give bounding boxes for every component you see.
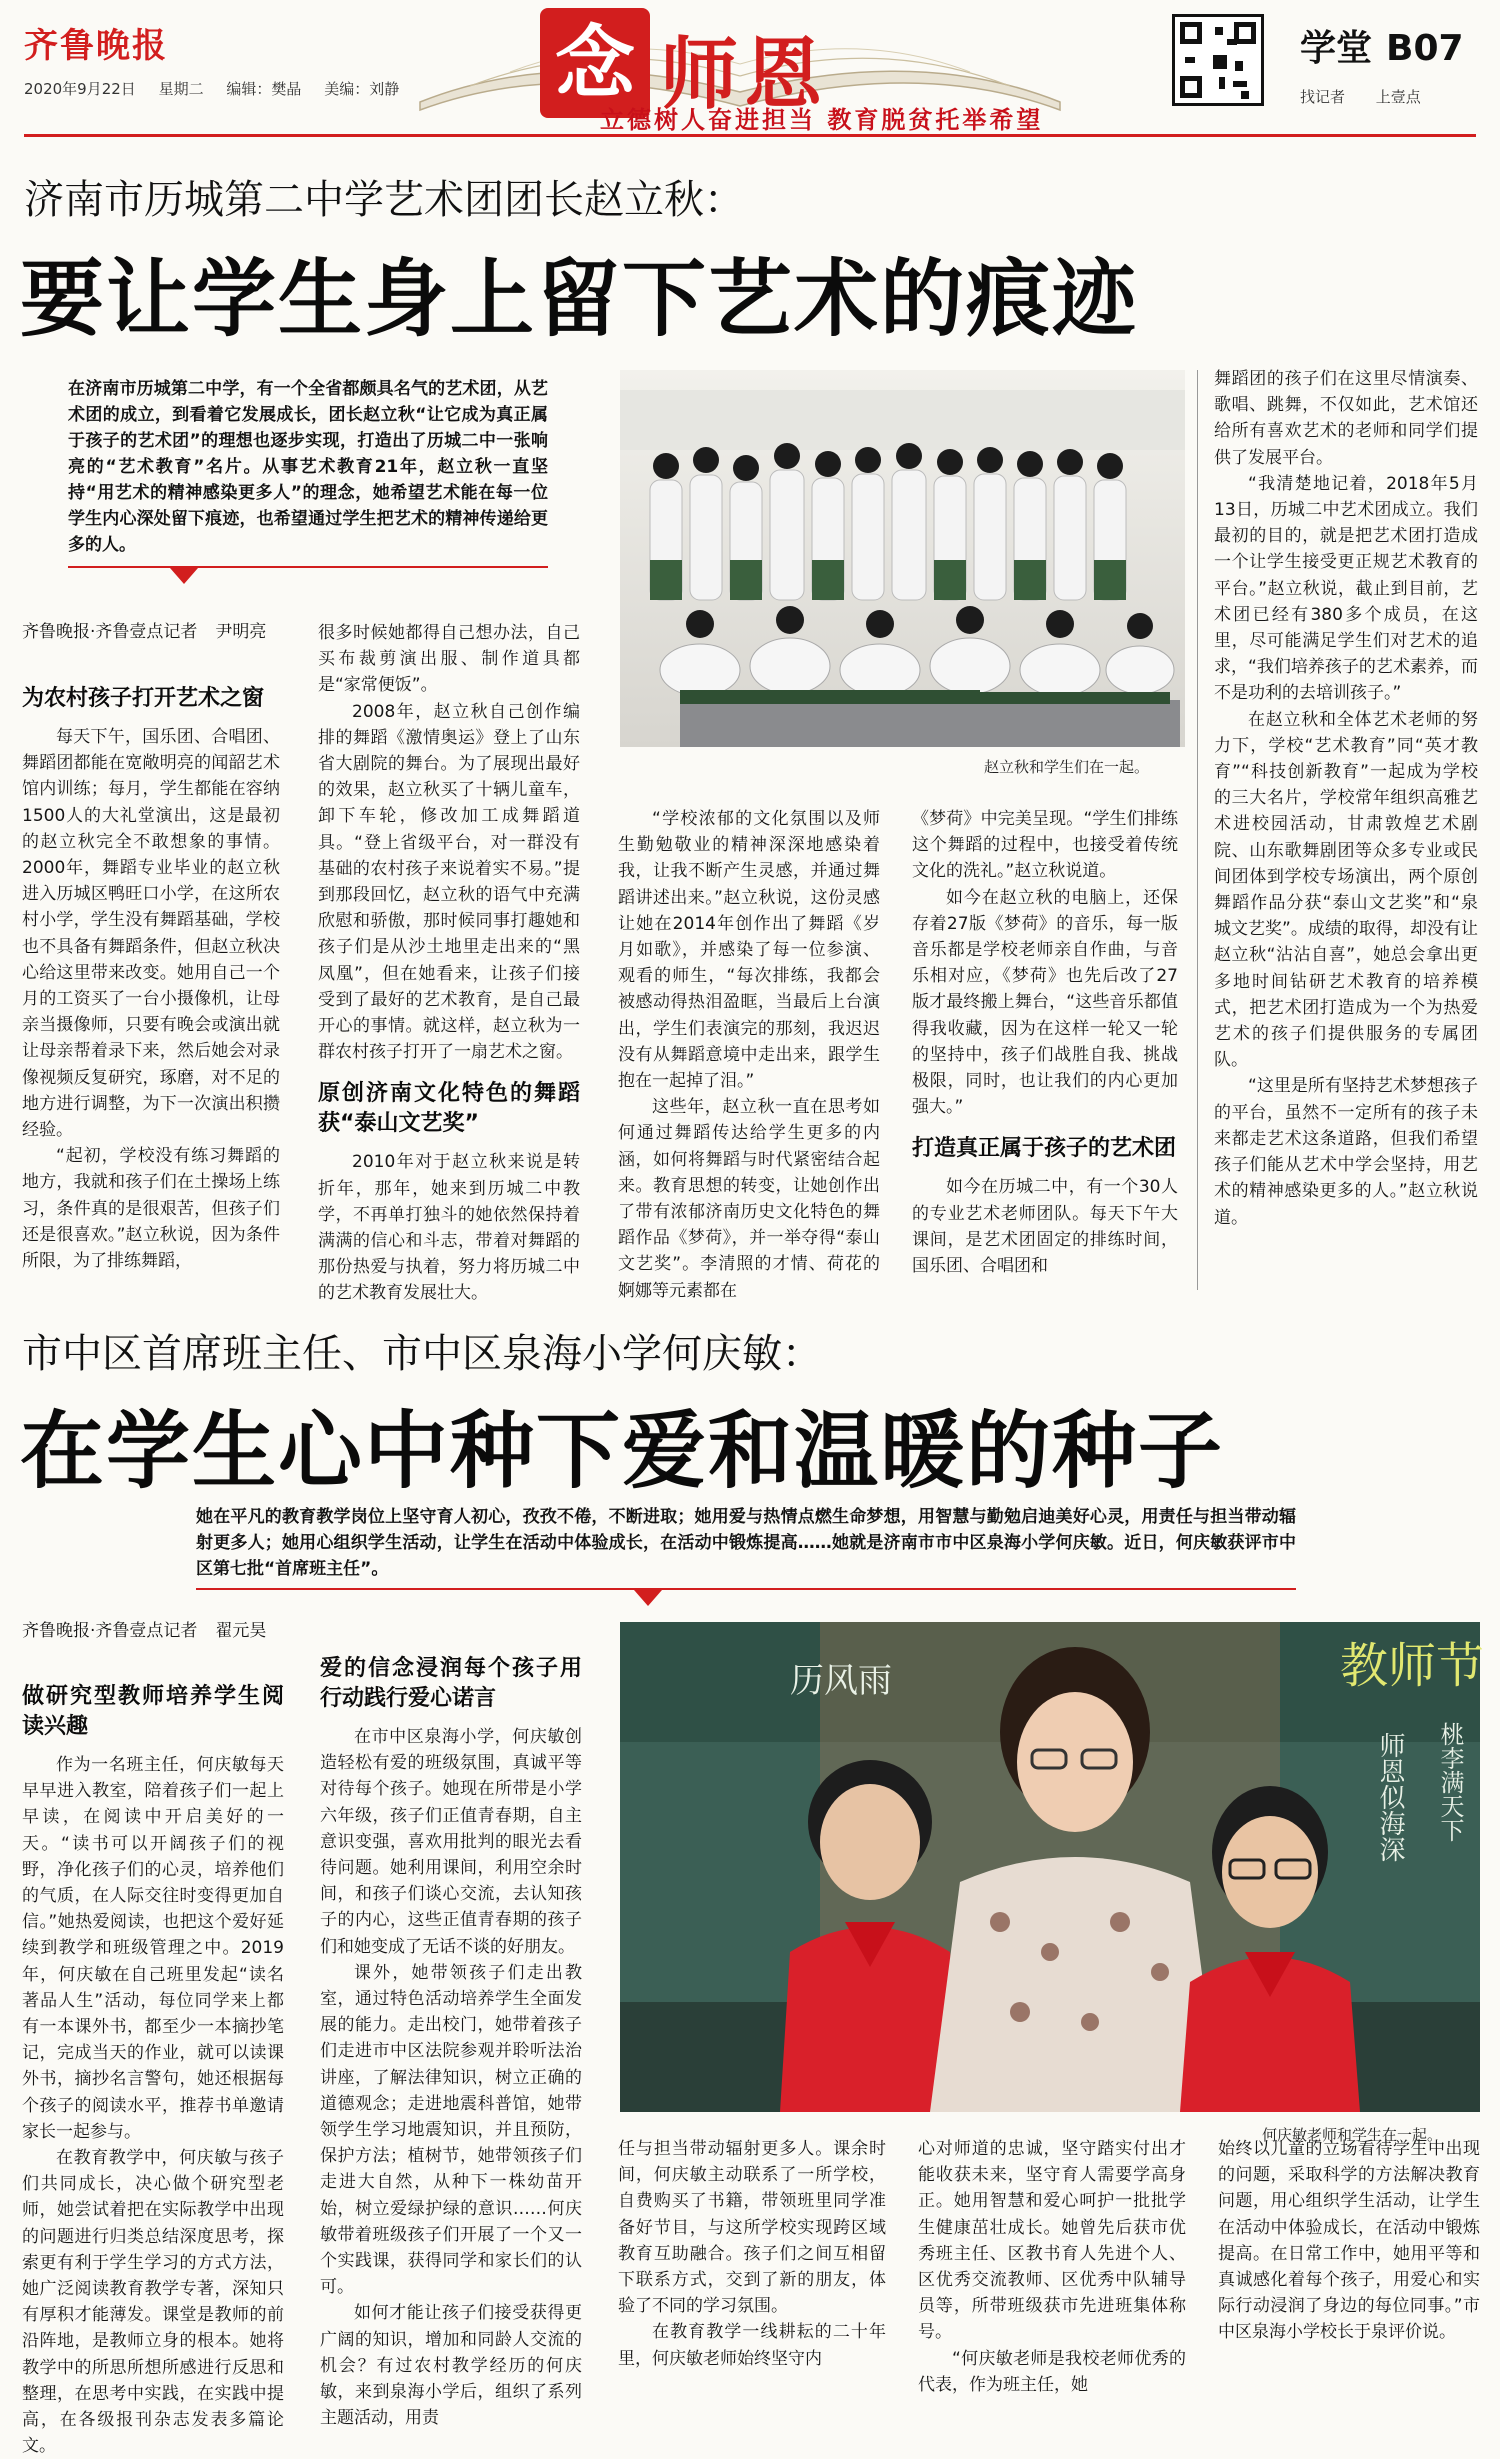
article2-subhead-2: 爱的信念浸润每个孩子用行动践行爱心诺言 (320, 1656, 582, 1711)
article1-paragraph: 2010年对于赵立秋来说是转折年，那年，她来到历城二中教学，不再单打独斗的她依然保持着满满的信心和斗志，带着对舞蹈的那份热爱与执着，努力将历城二中的艺术教育发展壮大。 (318, 1152, 580, 1304)
article1-paragraph: 舞蹈团的孩子们在这里尽情演奏、歌唱、跳舞，不仅如此，艺术馆还给所有喜欢艺术的老师和同学们提供了发展平台。 (1214, 369, 1478, 468)
article2-paragraph: 始终以儿童的立场看待学生中出现的问题，采取科学的方法解决教育问题，用心组织学生活动，让学生在活动中体验成长，在活动中锻炼提高。在日常工作中，她用平等和真诚感化着每个孩子，用爱心和实际行动浸润了身边的每位同事。”市中区泉海小学校长于泉评价说。 (1218, 2139, 1480, 2343)
article2-column-1 (22, 1682, 284, 2457)
article2-lead-text: 她在平凡的教育教学岗位上坚守育人初心，孜孜不倦，不断进取；她用爱与热情点燃生命梦想，用智慧与勤勉启迪美好心灵，用责任与担当带动辐射更多人；她用心组织学生活动，让学生在活动中体验成长，在活动中锻炼提高……她就是济南市市中区泉海小学何庆敏。近日，何庆敏获评市中区第七批“首席班主任”。 (196, 1507, 1296, 1579)
article1-headline: 要让学生身上留下艺术的痕迹 (20, 250, 1139, 348)
article2-column-5 (1218, 2136, 1480, 2402)
byline-outlet: 齐鲁晚报·齐鲁壹点记者 (22, 622, 198, 642)
article1-paragraph: “起初，学校没有练习舞蹈的地方，我就和孩子们在土操场上练习，条件真的是很艰苦，但孩子们还是很喜欢。”赵立秋说，因为条件所限，为了排练舞蹈， (22, 1146, 280, 1272)
blackboard-text: 桃李满天下 (1436, 1722, 1464, 1842)
byline-reporter: 尹明亮 (215, 622, 267, 642)
page-editor: 编辑：樊晶 (226, 80, 302, 98)
masthead-divider (24, 134, 1476, 137)
article1-subhead-1: 为农村孩子打开艺术之窗 (22, 686, 265, 711)
article2-column-3 (618, 2136, 886, 2402)
article1-paragraph: 《梦荷》中完美呈现。“学生们排练这个舞蹈的过程中，也接受着传统文化的洗礼。”赵立秋说道。 (912, 809, 1178, 882)
lead-pointer-icon (170, 568, 198, 584)
column-title: 师恩 (660, 29, 829, 120)
article1-paragraph: 2008年，赵立秋自己创作编排的舞蹈《激情奥运》登上了山东省大剧院的舞台。为了展现出最好的效果，赵立秋买了十辆儿童车，卸下车轮，修改加工成舞蹈道具。“登上省级平台，对一群没有基础的农村孩子来说着实不易。”提到那段回忆，赵立秋的语气中充满欣慰和骄傲，那时候同事打趣她和孩子们是从沙土地里走出来的“黑凤凰”，但在她看来，让孩子们接受到了最好的艺术教育，是自己最开心的事情。就这样，赵立秋为一群农村孩子打开了一扇艺术之窗。 (318, 701, 580, 1063)
newspaper-logo: 齐鲁晚报 (24, 26, 168, 66)
lead-underline (196, 1588, 1296, 1590)
column-divider (1197, 370, 1198, 1290)
article2-photo (620, 1622, 1485, 2112)
article2-paragraph: 在市中区泉海小学，何庆敏创造轻松有爱的班级氛围，真诚平等对待每个孩子。她现在所带是小学六年级，孩子们正值青春期，自主意识变强，喜欢用批判的眼光去看待问题。她利用课间，利用空余时间，和孩子们谈心交流，去认知孩子的内心，这些正值青春期的孩子们和她变成了无话不谈的好朋友。 (320, 1727, 582, 1957)
article1-paragraph: 在赵立秋和全体艺术老师的努力下，学校“艺术教育”同“英才教育”“科技创新教育”一起成为学校的三大名片，学校常年组织高雅艺术进校园活动，甘肃敦煌艺术剧院、山东歌舞剧团等众多专业或民间团体到学校专场演出，两个原创舞蹈作品分获“泰山文艺奖”和“泉城文艺奖”。成绩的取得，却没有让赵立秋“沾沾自喜”，她总会拿出更多地时间钻研艺术教育的培养模式，把艺术团打造成为一个为热爱艺术的孩子们提供服务的专属团队。 (1214, 709, 1478, 1071)
contact-reporter: 找记者 (1300, 88, 1346, 106)
article2-paragraph: “何庆敏老师是我校老师优秀的代表，作为班主任，她 (918, 2348, 1186, 2395)
lead-underline (68, 566, 548, 568)
lead-pointer-icon (634, 1590, 662, 1606)
section-name: 学堂 (1300, 28, 1373, 69)
issue-meta (24, 78, 417, 99)
article2-paragraph: 如何才能让孩子们接受获得更广阔的知识，增加和同龄人交流的机会？有过农村教学经历的何庆敏，来到泉海小学后，组织了系列主题活动，用责 (320, 2303, 582, 2429)
page-number: B07 (1386, 28, 1464, 69)
article2-column-2 (320, 1654, 582, 2429)
article1-subhead-2: 原创济南文化特色的舞蹈获“泰山文艺奖” (318, 1081, 580, 1137)
article2-paragraph: 作为一名班主任，何庆敏每天早早进入教室，陪着孩子们一起上早读，在阅读中开启美好的一天。“读书可以开阔孩子们的视野，净化孩子们的心灵，培养他们的气质，在人际交往时变得更加自信。”她热爱阅读，也把这个爱好延续到教学和班级管理之中。2019年，何庆敏在自己班里发起“读名著品人生”活动，每位同学来上都有一本课外书，都至少一本摘抄笔记，完成当天的作业，就可以读课外书，摘抄名言警句，她还根据每个孩子的阅读水平，推荐书单邀请家长一起参与。 (22, 1755, 284, 2142)
article2-subhead-1: 做研究型教师培养学生阅读兴趣 (22, 1684, 284, 1739)
teacher-with-students-photo (620, 1622, 1485, 2112)
article2-lead (196, 1504, 1296, 1582)
issue-date: 2020年9月22日 (24, 80, 136, 98)
article1-column-2 (318, 620, 580, 1304)
masthead (0, 0, 1500, 140)
article1-paragraph: “这里是所有坚持艺术梦想孩子的平台，虽然不一定所有的孩子未来都走艺术这条道路，但我们希望孩子们能从艺术中学会坚持，用艺术的精神感染更多的人。”赵立秋说道。 (1214, 1076, 1478, 1228)
article2-kicker: 市中区首席班主任、市中区泉海小学何庆敏： (22, 1331, 822, 1377)
page-designer: 美编：刘静 (324, 80, 400, 98)
blackboard-text: 师恩似海深 (1375, 1732, 1405, 1862)
byline-reporter: 翟元昊 (215, 1621, 267, 1641)
article1-column-4 (912, 806, 1178, 1288)
blackboard-text: 历风雨 (790, 1661, 892, 1701)
article1-column-1 (22, 684, 280, 1289)
article1-kicker: 济南市历城第二中学艺术团团长赵立秋： (24, 177, 744, 223)
article1-byline (22, 617, 266, 642)
students-group-photo (620, 370, 1185, 747)
article1-paragraph: 很多时候她都得自己想办法，自己买布裁剪演出服、制作道具都是“家常便饭”。 (318, 623, 580, 696)
article2-byline (22, 1616, 266, 1641)
byline-outlet: 齐鲁晚报·齐鲁壹点记者 (22, 1621, 198, 1641)
article1-paragraph: 如今在历城二中，有一个30人的专业艺术老师团队。每天下午大课间，是艺术团固定的排练时间，国乐团、合唱团和 (912, 1177, 1178, 1277)
column-slogan: 立德树人奋进担当 教育脱贫托举希望 (600, 106, 1044, 134)
article1-paragraph: “学校浓郁的文化氛围以及师生勤勉敬业的精神深深地感染着我，让我不断产生灵感，并通过舞蹈讲述出来。”赵立秋说，这份灵感让她在2014年创作出了舞蹈《岁月如歌》，并感染了每一位参演、观看的师生，“每次排练，我都会被感动得热泪盈眶，当最后上台演出，学生们表演完的那刻，我迟迟没有从舞蹈意境中走出来，跟学生抱在一起掉了泪。” (618, 809, 880, 1092)
section-label (1300, 20, 1464, 71)
contact-box (1300, 86, 1447, 107)
article1-paragraph: “我清楚地记着，2018年5月13日，历城二中艺术团成立。我们最初的目的，就是把艺术团打造成一个让学生接受更正规艺术教育的平台。”赵立秋说，截止到目前，艺术团已经有380多个成员，在这里，尽可能满足学生们对艺术的追求，“我们培养孩子的艺术素养，而不是功利的去培训孩子。” (1214, 473, 1478, 704)
issue-weekday: 星期二 (158, 80, 204, 98)
article2-paragraph: 课外，她带领孩子们走出教室，通过特色活动培养学生全面发展的能力。走出校门，她带着孩子们走进市中区法院参观并聆听法治讲座，了解法律知识，树立正确的道德观念；走进地震科普馆，她带领学生学习地震知识，并且预防，保护方法；植树节，她带领孩子们走进大自然，从种下一株幼苗开始，树立爱绿护绿的意识……何庆敏带着班级孩子们开展了一个又一个实践课，获得同学和家长们的认可。 (320, 1962, 582, 2298)
article2-paragraph: 在教育教学中，何庆敏与孩子们共同成长，决心做个研究型老师，她尝试着把在实际教学中出现的问题进行归类总结深度思考，探索更有利于学生学习的方式方法，她广泛阅读教育教学专著，深知只有厚积才能薄发。课堂是教师的前沿阵地，是教师立身的根本。她将教学中的所思所想所感进行反思和整理，在思考中实践，在实践中提高，在各级报刊杂志发表多篇论文。 (22, 2148, 284, 2457)
article1-paragraph: 这些年，赵立秋一直在思考如何通过舞蹈传达给学生更多的内涵，如何将舞蹈与时代紧密结合起来。教育思想的转变，让她创作出了带有浓郁济南历史文化特色的舞蹈作品《梦荷》，并一举夺得“泰山文艺奖”。李清照的才情、荷花的婀娜等元素都在 (618, 1097, 880, 1301)
article2-photo-caption: 何庆敏老师和学生在一起。 (1262, 2126, 1443, 2144)
article1-lead-text: 在济南市历城第二中学，有一个全省都颇具名气的艺术团，从艺术团的成立，到看着它发展成长，团长赵立秋“让它成为真正属于孩子的艺术团”的理想也逐步实现，打造出了历城二中一张响亮的“艺术教育”名片。从事艺术教育21年，赵立秋一直坚持“用艺术的精神感染更多人”的理念，她希望艺术能在每一位学生内心深处留下痕迹，也希望通过学生把艺术的精神传递给更多的人。 (68, 379, 548, 555)
article2-column-4 (918, 2136, 1186, 2402)
article1-paragraph: 每天下午，国乐团、合唱团、舞蹈团都能在宽敞明亮的闻韶艺术馆内训练；每月，学生都能在容纳1500人的大礼堂演出，这是最初的赵立秋完全不敢想象的事情。2000年，舞蹈专业毕业的赵立秋进入历城区鸭旺口小学，在这所农村小学，学生没有舞蹈基础，学校也不具备有舞蹈条件，但赵立秋决心给这里带来改变。她用自己一个月的工资买了一台小摄像机，让母亲当摄像师，只要有晚会或演出就让母亲帮着录下来，然后她会对录像视频反复研究，琢磨，对不足的地方进行调整，为下一次演出积攒经验。 (22, 727, 280, 1141)
article1-lead (68, 376, 548, 558)
column-logo-mark: 念 (540, 8, 650, 118)
article1-column-5 (1214, 366, 1478, 1288)
article2-paragraph: 在教育教学一线耕耘的二十年里，何庆敏老师始终坚守内 (618, 2322, 886, 2369)
article1-photo-caption: 赵立秋和学生们在一起。 (984, 758, 1150, 776)
article2-paragraph: 任与担当带动辐射更多人。课余时间，何庆敏主动联系了一所学校，自费购买了书籍，带领班里同学准备好节目，与这所学校实现跨区域教育互助融合。孩子们之间互相留下联系方式，交到了新的朋友，体验了不同的学习氛围。 (618, 2139, 886, 2317)
contact-app: 上壹点 (1375, 88, 1421, 106)
article1-column-3 (618, 806, 880, 1301)
blackboard-text: 教师节 (1340, 1638, 1485, 1694)
article1-photo (620, 370, 1185, 747)
article1-subhead-3: 打造真正属于孩子的艺术团 (912, 1136, 1177, 1162)
qr-code-icon (1172, 14, 1264, 106)
article2-headline: 在学生心中种下爱和温暖的种子 (20, 1402, 1225, 1500)
article2-paragraph: 心对师道的忠诚，坚守踏实付出才能收获未来，坚守育人需要学高身正。她用智慧和爱心呵护一批批学生健康茁壮成长。她曾先后获市优秀班主任、区教书育人先进个人、区优秀交流教师、区优秀中队辅导员等，所带班级获市先进班集体称号。 (918, 2139, 1186, 2343)
article1-paragraph: 如今在赵立秋的电脑上，还保存着27版《梦荷》的音乐，每一版音乐都是学校老师亲自作曲，与音乐相对应，《梦荷》也先后改了27版才最终搬上舞台，“这些音乐都值得我收藏，因为在这样一轮又一轮的坚持中，孩子们战胜自我、挑战极限，同时，也让我们的内心更加强大。” (912, 887, 1178, 1118)
